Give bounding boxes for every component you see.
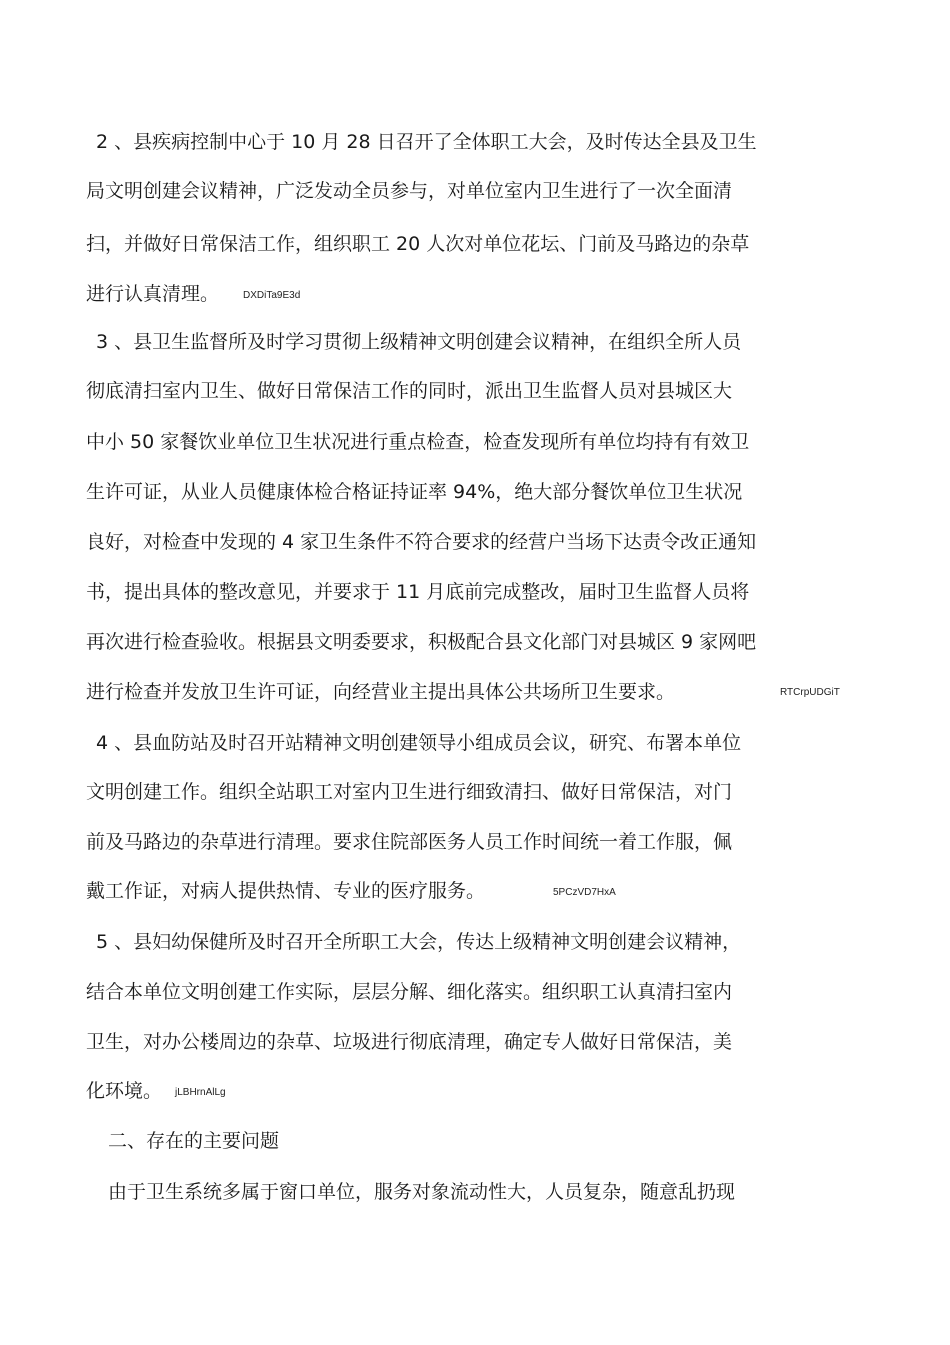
reference-code: jLBHrnAlLg: [175, 1087, 226, 1098]
text-line: 卫生，对办公楼周边的杂草、垃圾进行彻底清理，确定专人做好日常保洁，美: [86, 1031, 733, 1053]
text-line: 文明创建工作。组织全站职工对室内卫生进行细致清扫、做好日常保洁，对门: [86, 781, 733, 803]
text-line: 3 、县卫生监督所及时学习贯彻上级精神文明创建会议精神，在组织全所人员: [96, 331, 742, 353]
text-line: 化环境。: [86, 1080, 163, 1102]
text-line: 生许可证，从业人员健康体检合格证持证率 94%，绝大部分餐饮单位卫生状况: [86, 481, 743, 503]
text-line: 戴工作证，对病人提供热情、专业的医疗服务。: [86, 880, 486, 902]
reference-code: 5PCzVD7HxA: [553, 887, 616, 898]
text-line: 进行检查并发放卫生许可证，向经营业主提出具体公共场所卫生要求。: [86, 681, 676, 703]
text-line: 结合本单位文明创建工作实际，层层分解、细化落实。组织职工认真清扫室内: [86, 981, 733, 1003]
text-line: 2 、县疾病控制中心于 10 月 28 日召开了全体职工大会，及时传达全县及卫生: [96, 131, 757, 153]
text-line: 扫，并做好日常保洁工作，组织职工 20 人次对单位花坛、门前及马路边的杂草: [86, 233, 750, 255]
text-line: 再次进行检查验收。根据县文明委要求，积极配合县文化部门对县城区 9 家网吧: [86, 631, 757, 653]
text-line: 由于卫生系统多属于窗口单位，服务对象流动性大，人员复杂，随意乱扔现: [108, 1181, 736, 1203]
text-line: 前及马路边的杂草进行清理。要求住院部医务人员工作时间统一着工作服，佩: [86, 831, 733, 853]
text-line: 4 、县血防站及时召开站精神文明创建领导小组成员会议，研究、布署本单位: [96, 732, 742, 754]
reference-code: RTCrpUDGiT: [780, 687, 840, 698]
text-line: 进行认真清理。: [86, 283, 220, 305]
text-line: 良好，对检查中发现的 4 家卫生条件不符合要求的经营户当场下达责令改正通知: [86, 531, 757, 553]
text-line: 中小 50 家餐饮业单位卫生状况进行重点检查，检查发现所有单位均持有有效卫: [86, 431, 750, 453]
text-line: 彻底清扫室内卫生、做好日常保洁工作的同时，派出卫生监督人员对县城区大: [86, 380, 733, 402]
text-line: 5 、县妇幼保健所及时召开全所职工大会，传达上级精神文明创建会议精神，: [96, 931, 742, 953]
text-line: 局文明创建会议精神，广泛发动全员参与，对单位室内卫生进行了一次全面清: [86, 180, 733, 202]
reference-code: DXDiTa9E3d: [243, 290, 301, 301]
section-heading: 二、存在的主要问题: [108, 1130, 280, 1152]
text-line: 书，提出具体的整改意见，并要求于 11 月底前完成整改，届时卫生监督人员将: [86, 581, 750, 603]
